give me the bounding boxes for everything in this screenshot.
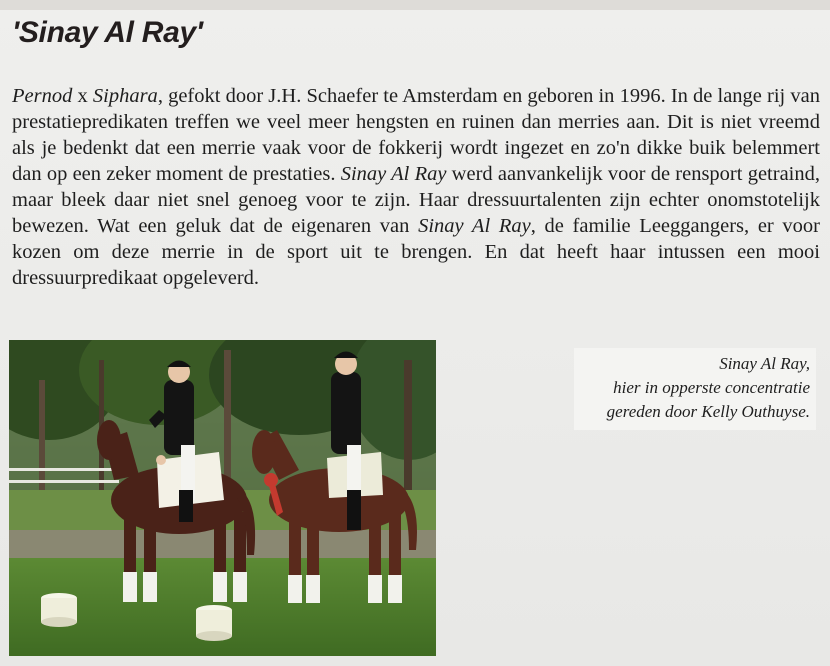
sire-name: Pernod bbox=[12, 85, 73, 107]
photo-caption bbox=[574, 348, 816, 430]
article-body bbox=[12, 83, 820, 291]
horse-name-2: Sinay Al Ray bbox=[418, 215, 531, 237]
horse-name-1: Sinay Al Ray bbox=[340, 163, 447, 185]
paragraph-part-1: , gefokt door J.H. Schaefer te Amsterdam en geboren in 1996. In de lange rij van prestatiepredikaten treffen we veel meer hengsten en ruinen dan merries aan. Dit is niet vreemd als je bedenkt dat een merrie vaak voor de fokkerij wordt ingezet en zo'n dikke buik belemmert dan op een zeker moment de prestaties. bbox=[12, 85, 820, 185]
article-paragraph bbox=[12, 83, 820, 291]
dam-name: Siphara bbox=[92, 85, 158, 107]
horses-photo-illustration bbox=[9, 340, 436, 656]
paragraph-part-2: werd aanvankelijk voor de rensport getraind, maar bleek daar niet snel genoeg voor te zijn. Haar dressuurtalenten zijn echter onomstotelijk bewezen. Wat een geluk dat de eigenaren van bbox=[12, 163, 820, 237]
article-title: 'Sinay Al Ray' bbox=[12, 16, 203, 49]
cross-sign: x bbox=[72, 85, 93, 107]
paragraph-part-3: , de familie Leeggangers, er voor kozen om deze merrie in de sport uit te brengen. En dat heeft haar intussen een mooi dressuurpredikaat opgeleverd. bbox=[12, 215, 821, 289]
top-edge bbox=[0, 0, 830, 10]
caption-line: hier in opperste concentratie bbox=[613, 378, 810, 397]
horses-photo bbox=[9, 340, 436, 656]
caption-line: Sinay Al Ray, bbox=[719, 354, 810, 373]
caption-line: gereden door Kelly Outhuyse. bbox=[606, 402, 810, 421]
